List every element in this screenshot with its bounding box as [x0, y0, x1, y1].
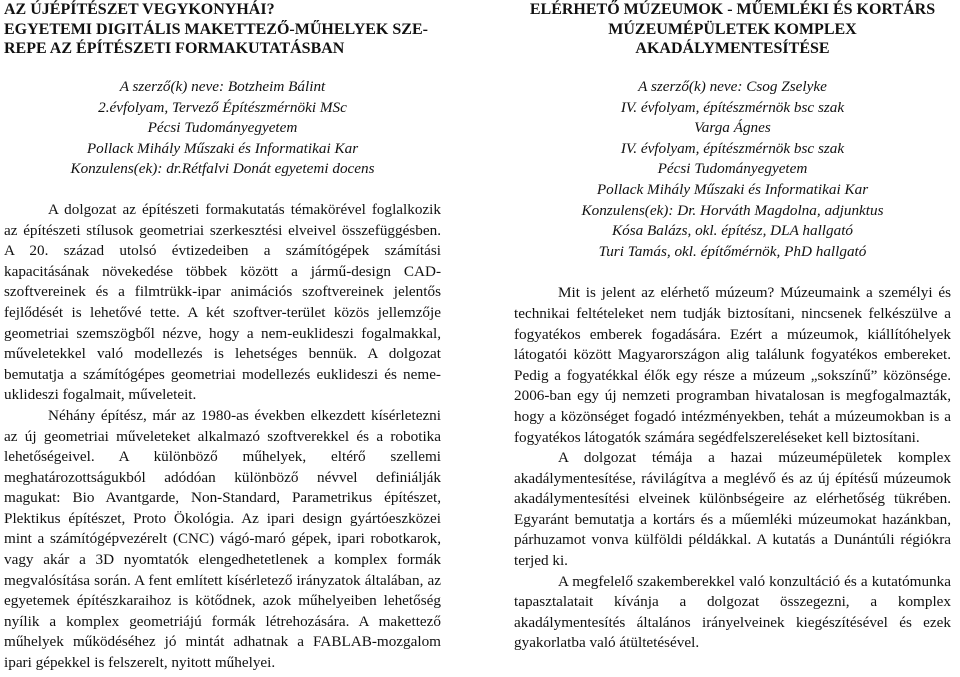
- right-column: [514, 0, 951, 654]
- left-title-line: REPE AZ ÉPÍTÉSZETI FORMAKUTATÁSBAN: [4, 40, 345, 57]
- right-title-line: MÚZEUMÉPÜLETEK KOMPLEX: [608, 20, 857, 38]
- left-author-line: Pécsi Tudományegyetem: [147, 119, 298, 137]
- right-title-line: AKADÁLYMENTESÍTÉSE: [635, 40, 830, 57]
- left-column: [4, 0, 441, 674]
- right-author-line: Kósa Balázs, okl. építész, DLA hallgató: [611, 222, 854, 240]
- left-title-line: EGYETEMI DIGITÁLIS MAKETTEZŐ-MŰHELYEK SZE-: [4, 20, 428, 38]
- left-paragraph: A dolgozat az építészeti formakutatás témakörével foglalkozik az építészeti stílusok geometriai szerkesztési elveivel összefüggésben. A 20. század utolsó évtizedeiben a számítógépek számítási kapacitásának növekedése többek között a jármű-design CAD-szoftvereinek és a filmtrükk-ipar animációs szoftvereinek jelentős fejlődését is lehetővé tette. A két szoftver-terület közös jellemzője geometriai szemszögből nézve, hogy a nem-euklideszi fogalmakkal, műveletekkel való modellezés is lehetséges bennük. A dolgozat bemutatja a számítógépes geometriai modellezés euklideszi és neme-uklideszi fogalmait, műveleteit.: [4, 200, 441, 404]
- right-title: [514, 0, 951, 62]
- left-paragraph: Néhány építész, már az 1980-as években elkezdett kísérletezni az új geometriai műveleteket alkalmazó szoftverekkel és a robotika lehetőségeivel. A különböző műhelyek, eltérő szellemi meghatározottságukból adódóan különböző névvel definiálják magukat: Bio Avantgarde, Non-Standard, Parametrikus építészet, Plektikus építészet, Proto Ökológia. Az ipari design gyártóeszközei mint a számítógépvezérelt (CNC) vágó-maró gépek, ipari robotkarok, vagy akár a 3D nyomtatók elengedhetetlenek a komplex formák megvalósítása során. A fent említett kísérletező irányzatok általában, az egyetemek építészkaraihoz is kötődnek, azok műhelyeiben lehetőség nyílik a komplex geometriájú formák létrehozására. A makettező műhelyek működéséhez jó mintát adhatnak a FABLAB-mozgalom ipari gépekkel is felszerelt, nyitott műhelyei.: [4, 406, 441, 672]
- right-paragraph: A megfelelő szakemberekkel való konzultáció és a kutatómunka tapasztalatait kívánja a dolgozat összegezni, a komplex akadálymentesítés általános irányelveinek kiegészítésével és ezek gyakorlatba való átültetésével.: [514, 572, 951, 652]
- right-author-line: Konzulens(ek): Dr. Horváth Magdolna, adjunktus: [581, 201, 884, 219]
- left-author-block: [4, 62, 441, 180]
- left-title-line: AZ ÚJÉPÍTÉSZET VEGYKONYHÁI?: [4, 1, 275, 18]
- left-author-line: A szerző(k) neve: Botzheim Bálint: [119, 78, 326, 95]
- right-author-line: Varga Ágnes: [694, 119, 771, 137]
- left-author-line: Pollack Mihály Műszaki és Informatikai Kar: [86, 139, 359, 157]
- right-title-line: ELÉRHETŐ MÚZEUMOK - MŰEMLÉKI ÉS KORTÁRS: [529, 1, 936, 18]
- right-author-line: A szerző(k) neve: Csog Zselyke: [638, 78, 827, 95]
- right-author-line: IV. évfolyam, építészmérnök bsc szak: [620, 139, 845, 157]
- left-title: [4, 0, 441, 62]
- left-author-line: 2.évfolyam, Tervező Építészmérnöki MSc: [98, 98, 347, 116]
- right-author-line: Pécsi Tudományegyetem: [657, 160, 808, 178]
- right-abstract: [514, 283, 951, 654]
- left-abstract: [4, 200, 441, 674]
- right-paragraph: Mit is jelent az elérhető múzeum? Múzeumaink a személyi és technikai feltételeket nem tudják biztosítani, nincsenek felkészülve a fogyatékos emberek fogadására. Ezért a múzeumok, kiállítóhelyek látogatói között Magyarországon alig találunk fogyatékos embereket. Pedig a fogyatékkal élők egy része a múzeum „sokszínű” közönsége. 2006-ban egy új nemzeti programban hivatalosan is megfogalmazták, hogy a közönséget fogadó intézményekben, tehát a múzeumokban is a fogyatékos látogatók számára segédfelszereléseket kell biztosítani.: [514, 284, 951, 446]
- right-author-block: [514, 62, 951, 262]
- right-author-line: Turi Tamás, okl. építőmérnök, PhD hallgató: [598, 242, 867, 260]
- right-author-line: Pollack Mihály Műszaki és Informatikai Kar: [596, 180, 869, 198]
- right-paragraph: A dolgozat témája a hazai múzeumépületek komplex akadálymentesítése, rávilágítva a meglévő és az új építésű múzeumok akadálymentesítési elveinek különbségeire az elérhetőség tükrében. Egyaránt bemutatja a kortárs és a műemléki múzeumokat hazánkban, párhuzamot vonva külföldi példákkal. A kutatás a Dunántúli régiókra terjed ki.: [514, 449, 951, 570]
- left-author-line: Konzulens(ek): dr.Rétfalvi Donát egyetemi docens: [70, 160, 375, 178]
- right-author-line: IV. évfolyam, építészmérnök bsc szak: [620, 98, 845, 116]
